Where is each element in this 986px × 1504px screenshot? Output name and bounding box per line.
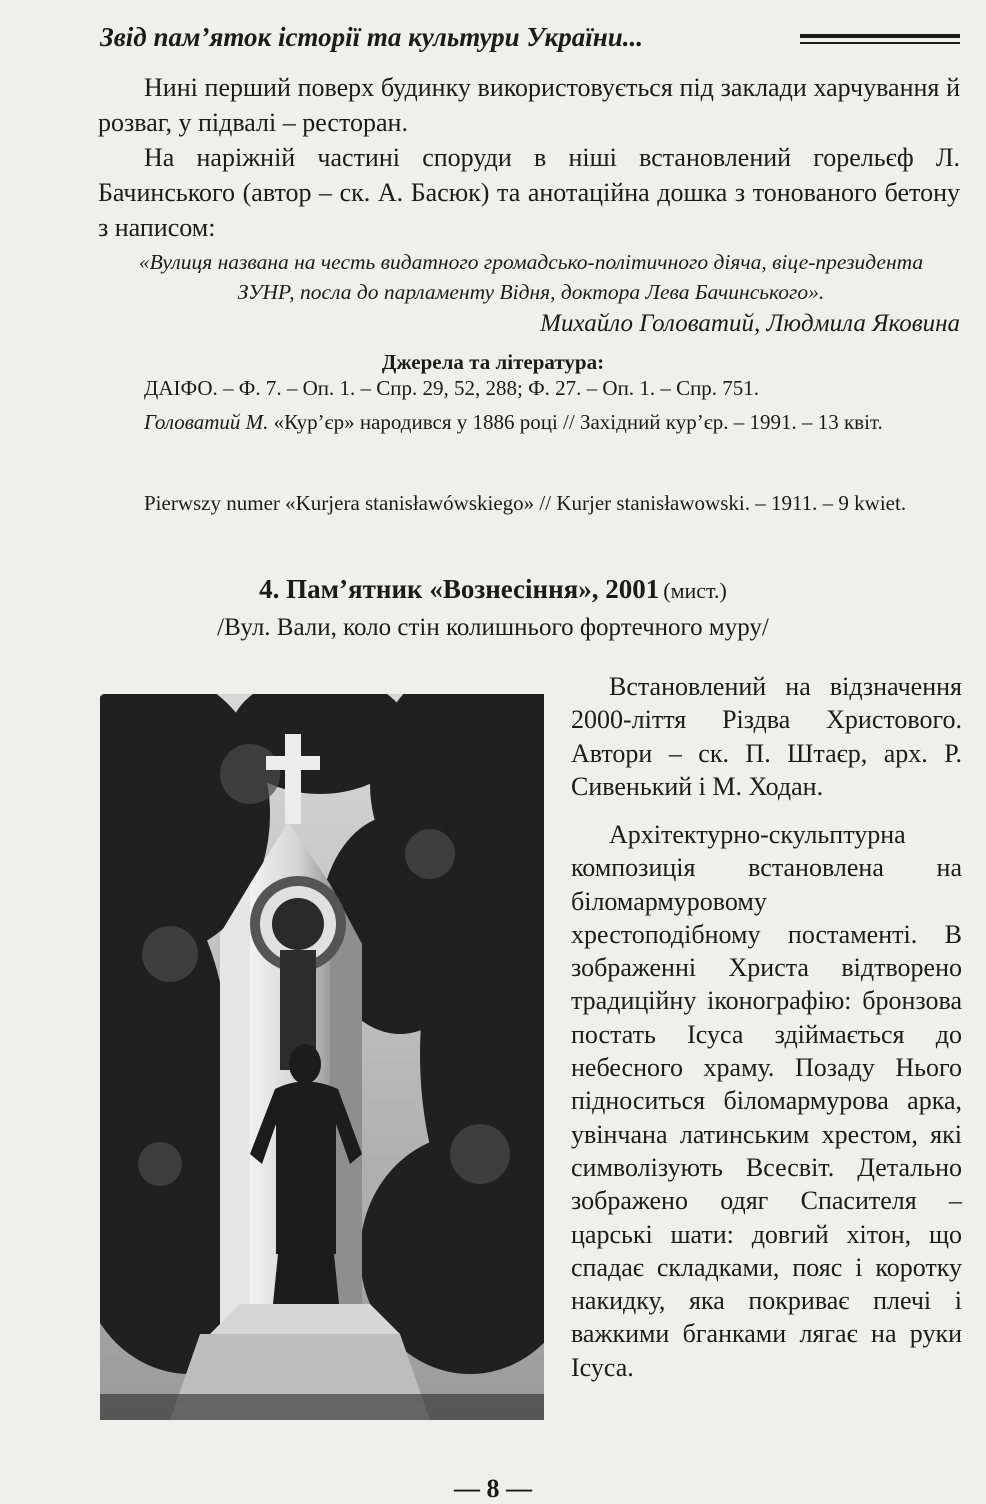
section-paragraph-2: Архітектурно-скульптурна композиція встановлена на біломармуровому хрестоподібному постаменті. В зображенні Христа відтворено традиційну іконографію: бронзова постать Ісуса здіймається до небесного храму. Позаду Нього підноситься біломармурова арка, увінчана латинським хрестом, які символізують Всесвіт. Детально зображено одяг Спасителя – царські шати: довгий хітон, що спадає складками, пояс і коротку накидку, яка покриває плечі і важкими бганками лягає на руки Ісуса. bbox=[571, 820, 962, 1382]
source-item-1-text: ДАІФО. – Ф. 7. – Оп. 1. – Спр. 29, 52, 288; Ф. 27. – Оп. 1. – Спр. 751. bbox=[144, 376, 760, 400]
monument-photo bbox=[100, 694, 544, 1420]
body-paragraph-2: На наріжній частині споруди в ніші встановлений горельєф Л. Бачинського (автор – ск. А. Басюк) та анотаційна дошка з тонованого бетону з написом: bbox=[98, 143, 960, 242]
monument-illustration bbox=[100, 694, 544, 1420]
section-title-main: 4. Пам’ятник «Вознесіння», 2001 bbox=[259, 574, 660, 604]
body-paragraph-1: Нині перший поверх будинку використовується під заклади харчування й розваг, у підвалі – ресторан. bbox=[98, 73, 960, 137]
inscription-quote: «Вулиця названа на честь видатного громадсько-політичного діяча, віце-президента ЗУНР, посла до парламенту Відня, доктора Лева Бачинського». bbox=[138, 250, 924, 304]
header-rule-thick bbox=[800, 34, 960, 38]
source-item-2-author: Головатий М. bbox=[144, 410, 269, 434]
source-item-2 bbox=[98, 405, 964, 439]
header-title: Звід пам’яток історії та культури України... bbox=[100, 22, 643, 52]
source-item-3 bbox=[98, 486, 964, 520]
source-item-1 bbox=[98, 371, 964, 405]
sources-heading: Джерела та література: bbox=[381, 350, 605, 374]
section-title bbox=[0, 574, 986, 605]
page-number: — 8 — bbox=[454, 1474, 532, 1503]
running-header bbox=[100, 18, 960, 58]
section-paragraph-1: Встановлений на відзначення 2000-ліття Різдва Христового. Автори – ск. П. Штаєр, арх. Р. Сивенький і М. Ходан. bbox=[571, 672, 962, 801]
article-authors: Михайло Головатий, Людмила Яковина bbox=[540, 310, 960, 337]
header-rule-thin bbox=[800, 42, 960, 44]
section-subtitle: /Вул. Вали, коло стін колишнього фортечного муру/ bbox=[217, 614, 769, 641]
section-title-note: (мист.) bbox=[663, 578, 727, 603]
source-item-2-text: «Кур’єр» народився у 1886 році // Західний кур’єр. – 1991. – 13 квіт. bbox=[268, 410, 883, 434]
source-item-3-text: Pierwszy numer «Kurjera stanisławówskiego» // Kurjer stanisławowski. – 1911. – 9 kwiet. bbox=[144, 491, 907, 515]
